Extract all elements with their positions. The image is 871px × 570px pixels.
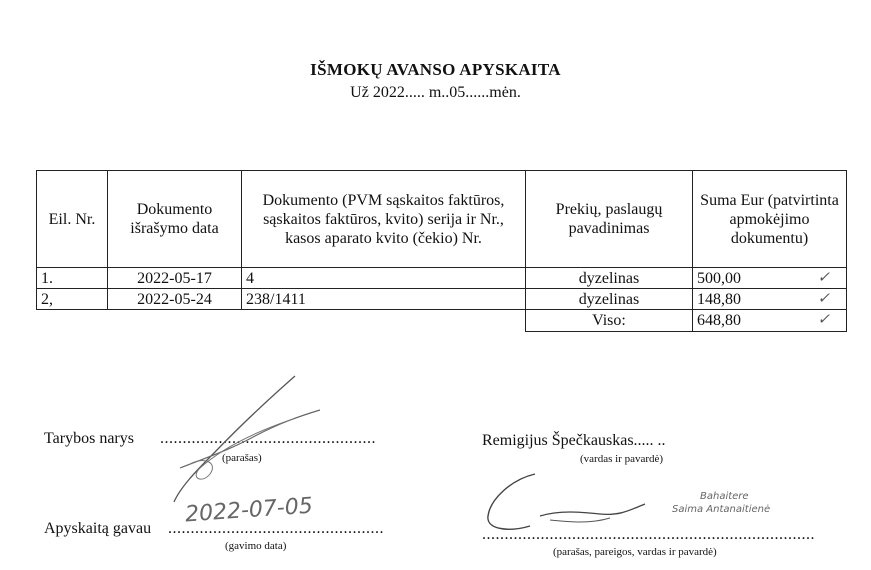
person-name: Remigijus Špečkauskas..... .. (482, 432, 666, 449)
header-date: Dokumento išrašymo data (108, 171, 242, 268)
row-date: 2022-05-17 (108, 268, 242, 289)
row-sum (693, 289, 847, 310)
member-caption: (parašas) (222, 452, 262, 464)
row-sum-value: 148,80 (697, 290, 741, 308)
row-sum (693, 268, 847, 289)
member-dots: ................................................ (160, 430, 376, 447)
right-caption: (parašas, pareigos, vardas ir pavardė) (553, 546, 717, 558)
check-mark-icon: ✓ (817, 312, 830, 328)
table-row (37, 268, 847, 289)
header-doc: Dokumento (PVM sąskaitos faktūros, sąskaitos faktūros, kvito) serija ir Nr., kasos aparato kvito (čekio) Nr. (242, 171, 526, 268)
row-sum-value: 500,00 (697, 269, 741, 287)
total-sum (693, 310, 847, 332)
received-dots: ................................................ (168, 520, 384, 537)
header-goods: Prekių, paslaugų pavadinimas (526, 171, 693, 268)
total-value: 648,80 (697, 312, 741, 329)
table-header-row (37, 171, 847, 268)
stamp-line-1: Bahaitere (700, 491, 749, 502)
row-goods: dyzelinas (526, 289, 693, 310)
document-subtitle: Už 2022..... m..05......mėn. (350, 84, 521, 101)
row-goods: dyzelinas (526, 268, 693, 289)
stamp-line-2: Saima Antanaitienė (672, 504, 771, 515)
expense-table (36, 170, 847, 332)
received-caption: (gavimo data) (225, 540, 287, 552)
check-mark-icon: ✓ (817, 291, 830, 307)
row-doc: 238/1411 (242, 289, 526, 310)
row-no: 1. (37, 268, 108, 289)
table-row (37, 289, 847, 310)
name-caption: (vardas ir pavardė) (580, 453, 664, 465)
row-no: 2, (37, 289, 108, 310)
received-label: Apyskaitą gavau (44, 520, 152, 537)
total-row (37, 310, 847, 332)
check-mark-icon: ✓ (817, 270, 830, 286)
header-no: Eil. Nr. (37, 171, 108, 268)
member-signature (160, 368, 340, 508)
row-doc: 4 (242, 268, 526, 289)
row-date: 2022-05-24 (108, 289, 242, 310)
right-dots: .......................................................................... (482, 526, 815, 543)
total-label: Viso: (526, 310, 693, 332)
header-sum: Suma Eur (patvirtinta apmokėjimo dokumentu) (693, 171, 847, 268)
received-date-handwritten: 2022-07-05 (184, 493, 314, 528)
member-label: Tarybos narys (44, 430, 134, 447)
document-title: IŠMOKŲ AVANSO APYSKAITA (310, 60, 561, 79)
